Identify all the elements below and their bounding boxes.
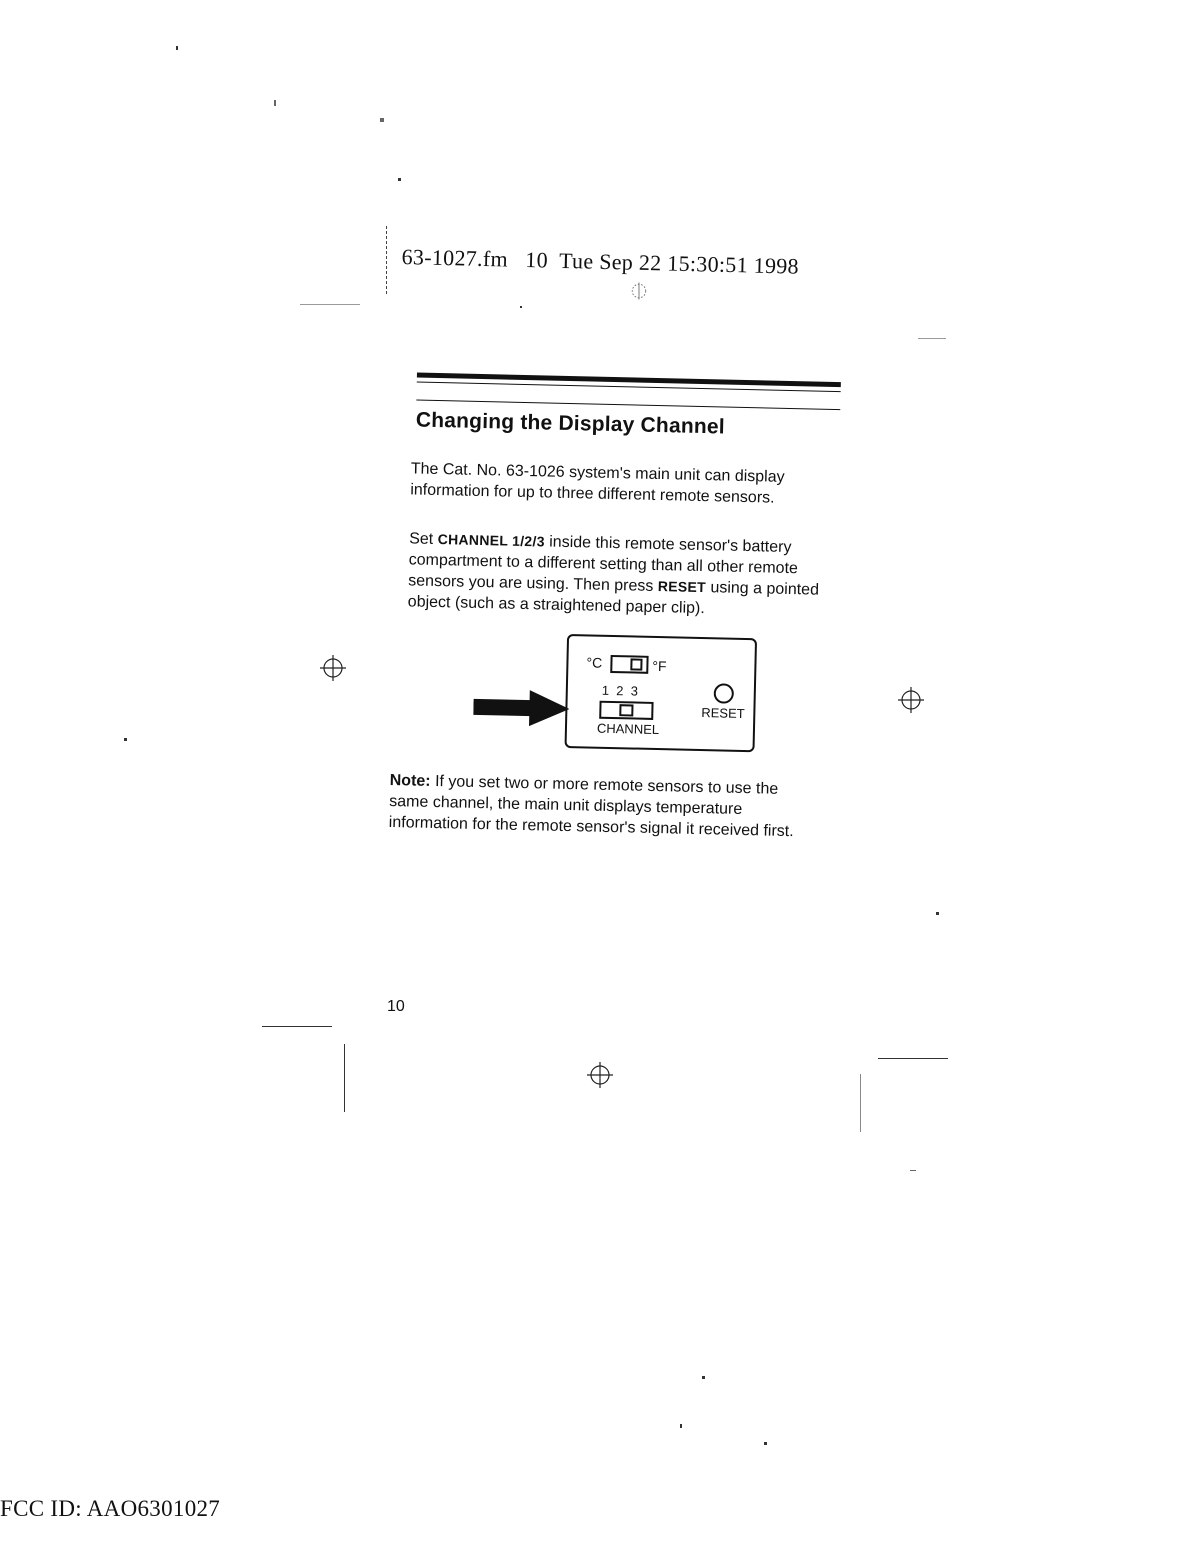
instruction-middle: inside this remote sensor's battery compartment to a different setting than all other remote sensors you are using. Then press — [408, 533, 799, 596]
file-header — [401, 244, 799, 280]
scan-speck — [274, 100, 276, 106]
instruction-suffix: using a pointed object (such as a straightened paper clip). — [407, 579, 820, 618]
scan-speck — [910, 1170, 916, 1171]
sensor-switch-diagram — [565, 634, 758, 752]
header-filename: 63-1027.fm — [401, 244, 509, 272]
reset-keyword: RESET — [657, 578, 707, 596]
heading-rule-lower — [416, 399, 840, 410]
heading-rule-thick — [417, 372, 841, 387]
scan-speck — [764, 1442, 767, 1445]
celsius-label: °C — [586, 654, 603, 671]
header-page-ref: 10 — [525, 247, 549, 273]
scan-speck — [124, 738, 127, 741]
scan-speck — [398, 178, 401, 181]
scan-speck — [680, 1424, 682, 1428]
temp-unit-switch-knob — [630, 658, 642, 670]
fcc-id: FCC ID: AAO6301027 — [0, 1496, 221, 1521]
margin-marker — [386, 226, 388, 294]
crop-mark — [860, 1074, 861, 1132]
note-label: Note: — [389, 771, 431, 790]
channel-label: CHANNEL — [596, 720, 660, 738]
instruction-prefix: Set — [409, 530, 438, 549]
reset-label: RESET — [701, 705, 745, 722]
crop-mark — [300, 304, 360, 305]
manual-page — [388, 372, 845, 841]
crop-mark — [878, 1058, 948, 1059]
temp-unit-switch — [610, 655, 648, 674]
crop-mark — [918, 338, 946, 339]
scan-speck — [702, 1376, 705, 1379]
scan-speck — [380, 118, 384, 122]
crop-mark — [262, 1026, 332, 1027]
page-number: 10 — [387, 998, 405, 1015]
header-timestamp: Tue Sep 22 15:30:51 1998 — [558, 247, 800, 279]
registration-mark-icon — [587, 1062, 613, 1088]
registration-mark-icon — [320, 655, 346, 681]
instruction-paragraph — [408, 528, 838, 622]
arrow-icon — [473, 689, 570, 727]
intro-paragraph: The Cat. No. 63-1026 system's main unit can display information for up to three different remote sensors. — [410, 460, 785, 507]
channel-switch-knob — [619, 704, 633, 716]
scan-speck — [936, 912, 939, 915]
channel-switch — [599, 701, 653, 720]
reset-button-icon — [714, 683, 734, 703]
fahrenheit-label: °F — [652, 657, 667, 675]
crop-mark — [344, 1044, 345, 1112]
registration-mark-icon — [898, 687, 924, 713]
section-title: Changing the Display Channel — [415, 408, 726, 439]
channel-numbers: 1 2 3 — [601, 682, 639, 699]
registration-mark-icon — [628, 280, 650, 302]
note-text: If you set two or more remote sensors to use the same channel, the main unit displays temperature information for the remote sensor's signal it received first. — [388, 772, 794, 841]
scan-speck — [176, 46, 178, 50]
note-paragraph — [389, 770, 820, 843]
channel-keyword: CHANNEL 1/2/3 — [437, 531, 545, 550]
scan-speck — [520, 306, 522, 308]
